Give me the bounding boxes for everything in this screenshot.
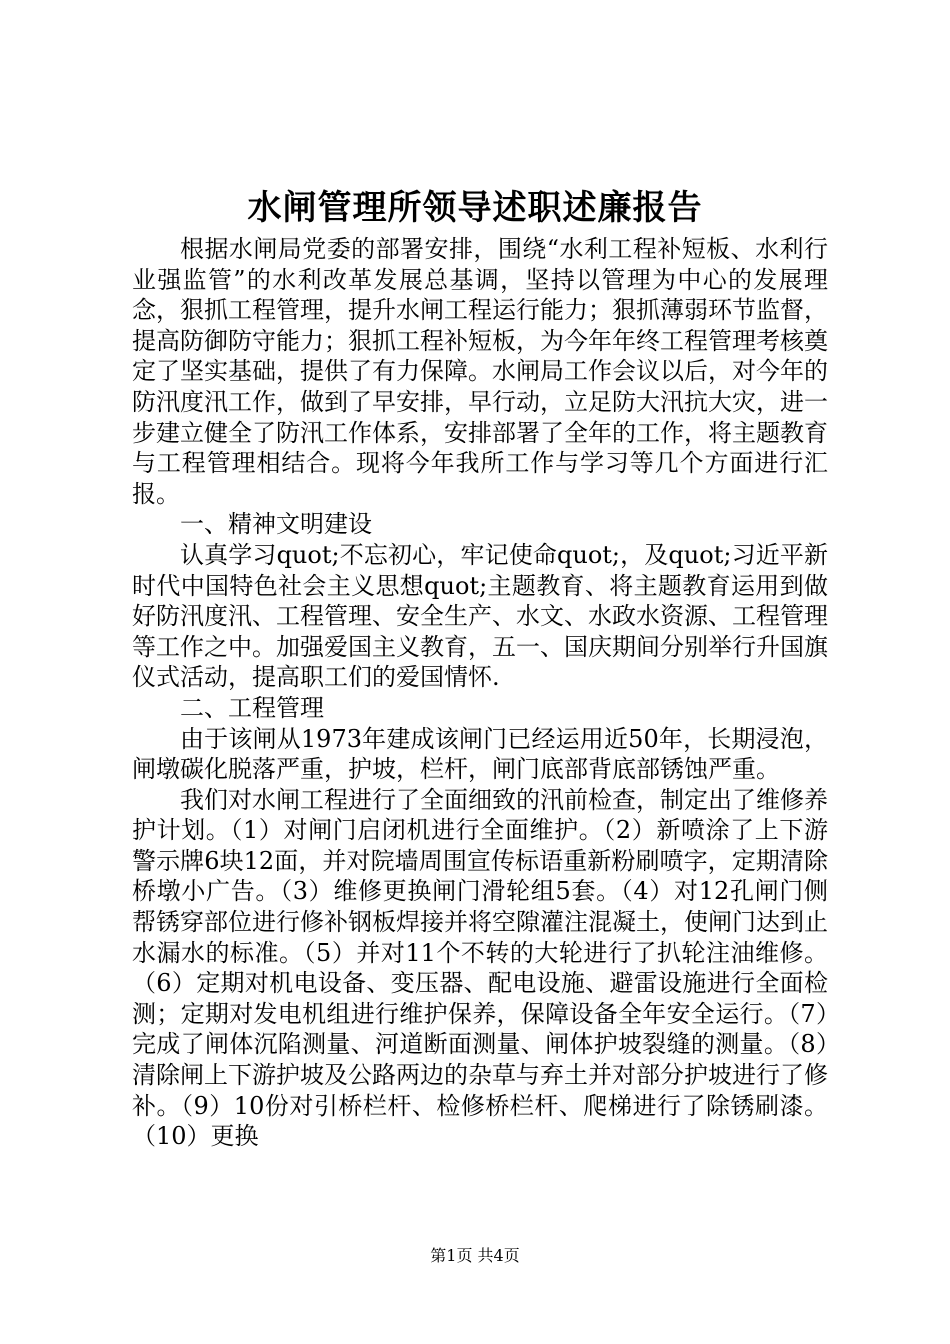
paragraph-intro: 根据水闸局党委的部署安排，围绕“水利工程补短板、水利行业强监管”的水利改革发展总基调，坚持以管理为中心的发展理念，狠抓工程管理，提升水闸工程运行能力；狠抓薄弱环节监督，提高防御防守能力；狠抓工程补短板，为今年年终工程管理考核奠定了坚实基础，提供了有力保障。水闸局工作会议以后，对今年的防汛度汛工作，做到了早安排，早行动，立足防大汛抗大灾，进一步建立健全了防汛工作体系，安排部署了全年的工作，将主题教育与工程管理相结合。现将今年我所工作与学习等几个方面进行汇报。 [132,235,828,508]
paragraph-section-2b: 我们对水闸工程进行了全面细致的汛前检查，制定出了维修养护计划。（1）对闸门启闭机进行全面维护。（2）新喷涂了上下游警示牌6块12面，并对院墙周围宣传标语重新粉刷喷字，定期清除桥墩小广告。（3）维修更换闸门滑轮组5套。（4）对12孔闸门侧帮锈穿部位进行修补钢板焊接并将空隙灌注混凝土，使闸门达到止水漏水的标准。（5）并对11个不转的大轮进行了扒轮注油维修。（6）定期对机电设备、变压器、配电设施、避雷设施进行全面检测；定期对发电机组进行维护保养，保障设备全年安全运行。（7）完成了闸体沉陷测量、河道断面测量、闸体护坡裂缝的测量。（8）清除闸上下游护坡及公路两边的杂草与弃土并对部分护坡进行了修补。（9）10份对引桥栏杆、检修桥栏杆、爬梯进行了除锈刷漆。（10）更换 [132,785,828,1151]
document-body [132,234,828,1152]
paragraph-section-2a: 由于该闸从1973年建成该闸门已经运用近50年，长期浸泡，闸墩碳化脱落严重，护坡，栏杆，闸门底部背底部锈蚀严重。 [132,724,828,784]
document-title: 水闸管理所领导述职述廉报告 [247,188,703,228]
section-heading-1: 一、精神文明建设 [180,510,372,539]
section-heading-2: 二、工程管理 [180,693,324,722]
page-number-footer: 第1页 共4页 [430,1246,520,1265]
paragraph-section-1: 认真学习quot;不忘初心，牢记使命quot;，及quot;习近平新时代中国特色社会主义思想quot;主题教育、将主题教育运用到做好防汛度汛、工程管理、安全生产、水文、水政水资源、工程管理等工作之中。加强爱国主义教育，五一、国庆期间分别举行升国旗仪式活动，提高职工们的爱国情怀. [132,540,828,692]
